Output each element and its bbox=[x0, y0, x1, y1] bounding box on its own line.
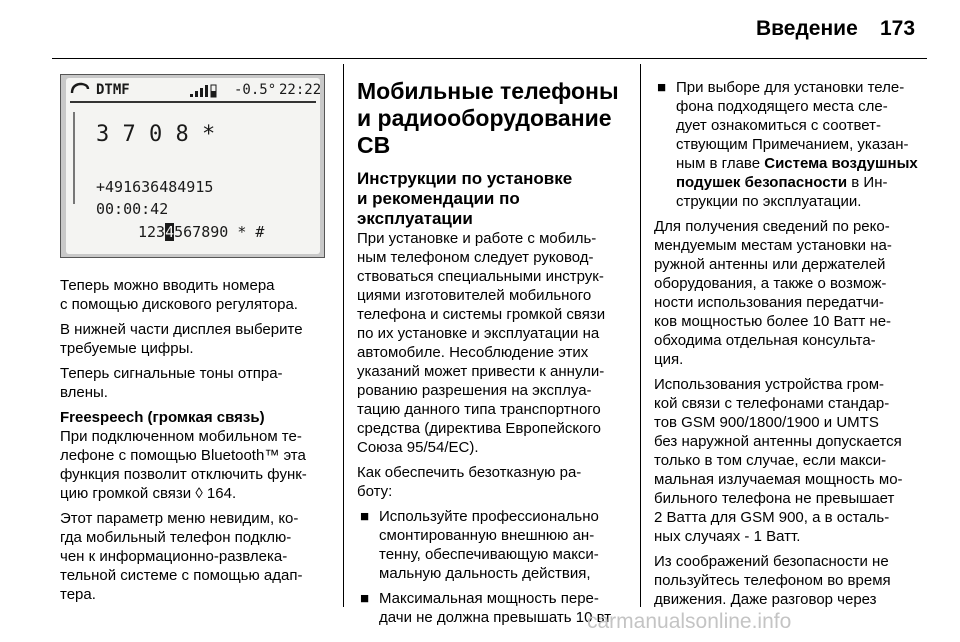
text-line: мальная излучаемая мощность мо- bbox=[654, 471, 903, 488]
paragraph-question bbox=[357, 463, 632, 501]
page-reference-link[interactable]: 164. bbox=[202, 485, 237, 502]
bullet-square-icon: ■ bbox=[360, 508, 370, 525]
text-line: ция. bbox=[654, 351, 684, 368]
text-line: гда мобильный телефон подклю- bbox=[60, 529, 292, 546]
display-top-divider bbox=[70, 101, 316, 103]
signal-strength-icon bbox=[190, 84, 218, 98]
dtmf-keypad-row bbox=[138, 223, 264, 241]
text-line: Как обеспечить безотказную ра- bbox=[357, 464, 582, 481]
text-line: с помощью дискового регулятора. bbox=[60, 296, 298, 313]
text-line: Использования устройства гром- bbox=[654, 376, 885, 393]
text-line: мендуемым местам установки на- bbox=[654, 237, 892, 254]
text-line: дует ознакомиться с соответ- bbox=[676, 117, 881, 134]
text-line: пользуйтесь телефоном во время bbox=[654, 572, 891, 589]
text-line: Максимальная мощность пере- bbox=[379, 590, 599, 607]
text-line: фона подходящего места сле- bbox=[676, 98, 888, 115]
title-line: и радиооборудование СВ bbox=[357, 105, 612, 158]
text-line: указаний может привести к аннули- bbox=[357, 363, 605, 380]
subsection-title bbox=[357, 169, 632, 229]
bullet-square-icon: ■ bbox=[360, 590, 370, 607]
bullet-square-icon: ■ bbox=[657, 79, 667, 96]
display-clock: 22:22 bbox=[279, 82, 322, 98]
paragraph-menu-hidden bbox=[60, 509, 332, 604]
text-line: кой связи с телефонами стандар- bbox=[654, 395, 890, 412]
column-2 bbox=[357, 78, 632, 633]
paragraph-select-digits bbox=[60, 320, 332, 358]
text-line: только в том случае, если макси- bbox=[654, 452, 887, 469]
text-line: мальную дальность действия, bbox=[379, 565, 591, 582]
text-line: Теперь сигнальные тоны отпра- bbox=[60, 365, 283, 382]
paragraph-installation bbox=[357, 229, 632, 457]
text-line: тера. bbox=[60, 586, 96, 603]
text-line: Для получения сведений по реко- bbox=[654, 218, 890, 235]
text-line: рованию разрешения на эксплуа- bbox=[357, 382, 592, 399]
text-line: лефоне с помощью Bluetooth™ эта bbox=[60, 447, 306, 464]
subtitle-line: Инструкции по установке bbox=[357, 169, 573, 188]
column-divider-left bbox=[343, 64, 344, 607]
subtitle-line: и рекомендации по bbox=[357, 189, 520, 208]
text-line: тов GSM 900/1800/1900 и UMTS bbox=[654, 414, 879, 431]
column-1 bbox=[60, 276, 332, 610]
text-line: Теперь можно вводить номера bbox=[60, 277, 275, 294]
text-line: струкции по эксплуатации. bbox=[676, 193, 862, 210]
text-line: При выборе для установки теле- bbox=[676, 79, 905, 96]
text-line: боту: bbox=[357, 483, 393, 500]
text-line: оборудования, а также о возмож- bbox=[654, 275, 887, 292]
call-duration: 00:00:42 bbox=[96, 200, 169, 218]
text-line: циями изготовителей мобильного bbox=[357, 287, 592, 304]
text-line: чен к информационно-развлека- bbox=[60, 548, 288, 565]
keypad-digits-after: 567890 * # bbox=[174, 223, 265, 241]
text-line: При подключенном мобильном те- bbox=[60, 428, 302, 445]
paragraph-antenna-consultation bbox=[654, 217, 934, 369]
airbag-chapter-reference-cont: подушек безопасности bbox=[676, 174, 848, 191]
airbag-chapter-reference: Система воздушных bbox=[764, 155, 918, 172]
text-line: 2 Ватта для GSM 900, а в осталь- bbox=[654, 509, 890, 526]
text-line: в Ин- bbox=[847, 174, 888, 191]
phone-handset-icon bbox=[70, 81, 90, 99]
text-line: ным в главе bbox=[676, 155, 765, 172]
text-line: Этот параметр меню невидим, ко- bbox=[60, 510, 299, 527]
title-line: Мобильные телефоны bbox=[357, 78, 619, 104]
text-line: тацию данного типа транспортного bbox=[357, 401, 601, 418]
text-line: ков мощностью более 10 Ватт не- bbox=[654, 313, 892, 330]
dialed-digits: 3 7 0 8 * bbox=[96, 122, 216, 147]
text-line: влены. bbox=[60, 384, 108, 401]
display-mode-label: DTMF bbox=[96, 82, 130, 98]
text-line: ружной антенны или держателей bbox=[654, 256, 886, 273]
text-line: Из соображений безопасности не bbox=[654, 553, 889, 570]
paragraph-tones-sent bbox=[60, 364, 332, 402]
site-watermark: carmanualsonline.info bbox=[587, 610, 792, 633]
text-line: В нижней части дисплея выберите bbox=[60, 321, 303, 338]
text-line: бильного телефона не превышает bbox=[654, 490, 895, 507]
page-header-title: Введение bbox=[756, 17, 858, 40]
text-line: автомобиле. Несоблюдение этих bbox=[357, 344, 589, 361]
paragraph-freespeech bbox=[60, 427, 332, 503]
caller-number: +491636484915 bbox=[96, 178, 214, 196]
text-line: обходима отдельная консульта- bbox=[654, 332, 876, 349]
text-line: ности использования передатчи- bbox=[654, 294, 884, 311]
text-line: ствующим Примечанием, указан- bbox=[676, 136, 909, 153]
text-line: ствоваться специальными инструк- bbox=[357, 268, 604, 285]
bullet-item-antenna bbox=[357, 507, 632, 583]
display-screen bbox=[66, 78, 320, 254]
bullet-item-placement bbox=[654, 78, 934, 211]
column-3 bbox=[654, 78, 934, 615]
keypad-selected-digit: 4 bbox=[165, 223, 175, 241]
page-number: 173 bbox=[880, 17, 916, 40]
column-divider-right bbox=[640, 64, 641, 607]
text-line: ных случаях - 1 Ватт. bbox=[654, 528, 801, 545]
page-reference-arrow-icon: ◊ bbox=[195, 485, 203, 502]
text-line: по их установке и эксплуатации на bbox=[357, 325, 600, 342]
paragraph-dial-instructions bbox=[60, 276, 332, 314]
freespeech-heading: Freespeech (громкая связь) bbox=[60, 409, 265, 426]
text-line: движения. Даже разговор через bbox=[654, 591, 877, 608]
text-line: требуемые цифры. bbox=[60, 340, 194, 357]
text-line: смонтированную внешнюю ан- bbox=[379, 527, 595, 544]
display-temperature: -0.5° bbox=[234, 82, 277, 98]
subtitle-line: эксплуатации bbox=[357, 209, 473, 228]
text-line: средства (директива Европейского bbox=[357, 420, 601, 437]
text-line: При установке и работе с мобиль- bbox=[357, 230, 597, 247]
text-line: телефона и системы громкой связи bbox=[357, 306, 606, 323]
header-divider bbox=[52, 58, 927, 59]
text-line: тенну, обеспечивающую макси- bbox=[379, 546, 599, 563]
paragraph-gsm-limits bbox=[654, 375, 934, 546]
keypad-digits-before: 123 bbox=[138, 223, 166, 241]
display-left-rule bbox=[73, 112, 75, 204]
text-line: без наружной антенны допускается bbox=[654, 433, 902, 450]
text-line: тельной системе с помощью адап- bbox=[60, 567, 303, 584]
phone-display-illustration bbox=[60, 74, 325, 258]
text-line: Используйте профессионально bbox=[379, 508, 599, 525]
text-line: функция позволит отключить функ- bbox=[60, 466, 307, 483]
text-line: цию громкой связи bbox=[60, 485, 196, 502]
paragraph-safety bbox=[654, 552, 934, 609]
text-line: ным телефоном следует руковод- bbox=[357, 249, 594, 266]
text-line: дачи не должна превышать 10 вт, bbox=[379, 609, 614, 626]
section-title bbox=[357, 78, 632, 159]
text-line: Союза 95/54/ЕС). bbox=[357, 439, 479, 456]
